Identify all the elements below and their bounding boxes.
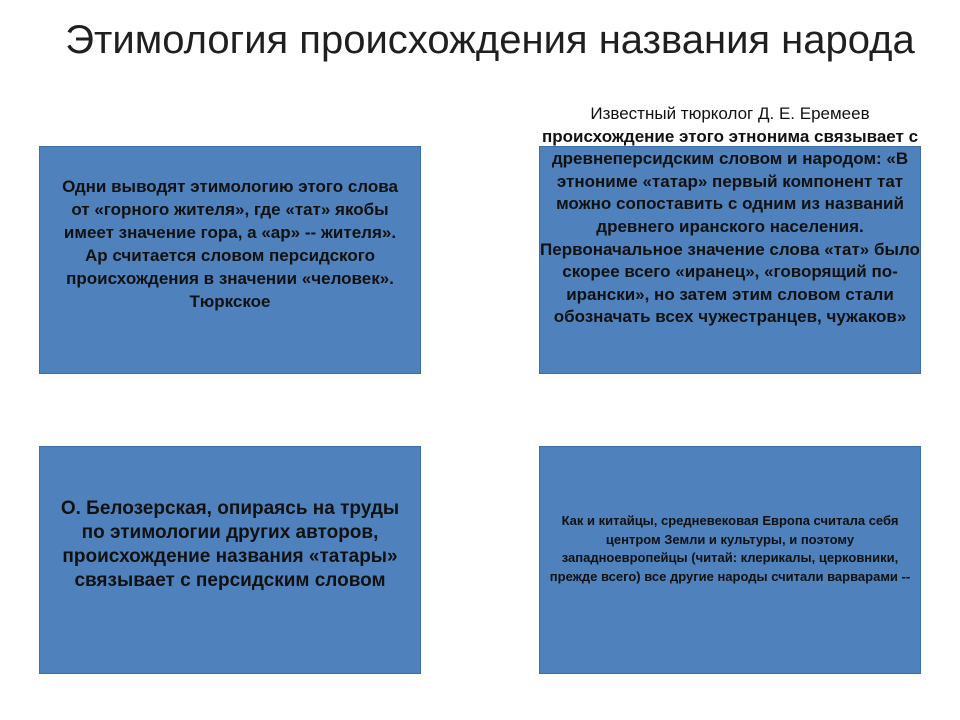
box-top-right-lead: Известный тюрколог Д. Е. Еремеев <box>590 104 870 123</box>
slide-title: Этимология происхождения названия народа <box>65 18 915 62</box>
box-top-right-text <box>529 103 931 329</box>
box-top-right-body: происхождение этого этнонима связывает с древнеперсидским словом и народом: «В этнониме «татар» первый компонент тат можно сопоставить с одним из названий древнего иранского населения. Первоначальное значение слова «тат» было скорее всего «иранец», «говорящий по-ирански», но затем этим словом стали обозначать всех чужестранцев, чужаков» <box>540 126 920 327</box>
box-top-left-text: Одни выводят этимологию этого слова от «горного жителя», где «тат» якобы имеет значение гора, а «ар» -- жителя». Ар считается словом персидского происхождения в значении «человек». Тюркское <box>62 177 398 311</box>
box-bottom-left-text: О. Белозерская, опираясь на труды по этимологии других авторов, происхождение названия «татары» связывает с персидским словом <box>60 498 400 591</box>
box-bottom-right-text: Как и китайцы, средневековая Европа считала себя центром Земли и культуры, и поэтому западноевропейцы (читай: клерикалы, церковники, прежде всего) все другие народы считали варварами -- <box>549 513 911 584</box>
